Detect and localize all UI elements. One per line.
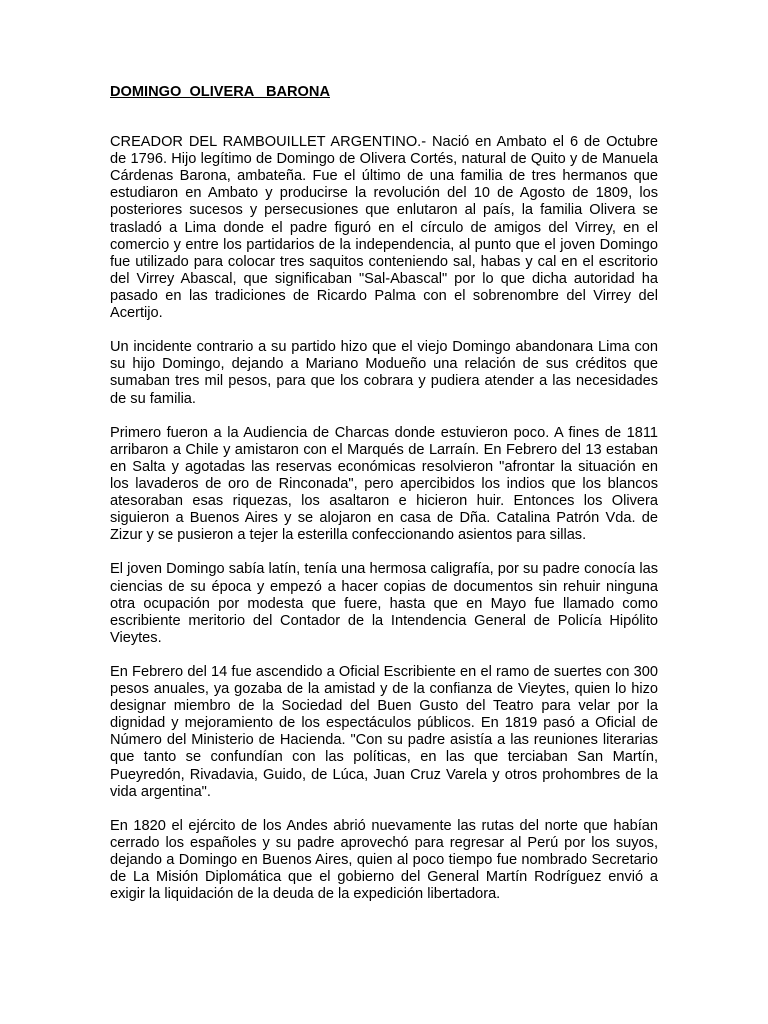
paragraph-3: Primero fueron a la Audiencia de Charcas donde estuvieron poco. A fines de 1811 arribaron a Chile y amistaron con el Marqués de Larraín. En Febrero del 13 estaban en Salta y agotadas las reservas económicas resolvieron "afrontar la situación en los lavaderos de oro de Rinconada", pero apercibidos los indios que los blancos atesoraban esas riquezas, los asaltaron e hicieron huir. Entonces los Olivera siguieron a Buenos Aires y se alojaron en casa de Dña. Catalina Patrón Vda. de Zizur y se pusieron a tejer la esterilla confeccionando asientos para sillas. <box>110 424 658 544</box>
paragraph-1: CREADOR DEL RAMBOUILLET ARGENTINO.- Nació en Ambato el 6 de Octubre de 1796. Hijo legítimo de Domingo de Olivera Cortés, natural de Quito y de Manuela Cárdenas Barona, ambateña. Fue el último de una familia de tres hermanos que estudiaron en Ambato y producirse la revolución del 10 de Agosto de 1809, los posteriores sucesos y persecusiones que enlutaron al país, la familia Olivera se trasladó a Lima donde el padre figuró en el círculo de amigos del Virrey, en el comercio y entre los partidarios de la independencia, al punto que el joven Domingo fue utilizado para colocar tres saquitos conteniendo sal, habas y cal en el escritorio del Virrey Abascal, que significaban "Sal-Abascal" por lo que dicha autoridad ha pasado en las tradiciones de Ricardo Palma con el sobrenombre del Virrey del Acertijo. <box>110 134 658 322</box>
paragraph-4: El joven Domingo sabía latín, tenía una hermosa caligrafía, por su padre conocía las ciencias de su época y empezó a hacer copias de documentos sin rehuir ninguna otra ocupación por modesta que fuere, hasta que en Mayo fue llamado como escribiente meritorio del Contador de la Intendencia General de Policía Hipólito Vieytes. <box>110 561 658 646</box>
paragraph-2: Un incidente contrario a su partido hizo que el viejo Domingo abandonara Lima con su hijo Domingo, dejando a Mariano Modueño una relación de sus créditos que sumaban tres mil pesos, para que los cobrara y pudiera atender a las necesidades de su familia. <box>110 339 658 407</box>
paragraph-6: En 1820 el ejército de los Andes abrió nuevamente las rutas del norte que habían cerrado los españoles y su padre aprovechó para regresar al Perú por los suyos, dejando a Domingo en Buenos Aires, quien al poco tiempo fue nombrado Secretario de La Misión Diplomática que el gobierno del General Martín Rodríguez envió a exigir la liquidación de la deuda de la expedición libertadora. <box>110 817 658 903</box>
paragraph-5: En Febrero del 14 fue ascendido a Oficial Escribiente en el ramo de suertes con 300 pesos anuales, ya gozaba de la amistad y de la confianza de Vieytes, quien lo hizo designar miembro de la Sociedad del Buen Gusto del Teatro para velar por la dignidad y mejoramiento de los espectáculos públicos. En 1819 pasó a Oficial de Número del Ministerio de Hacienda. "Con su padre asistía a las reuniones literarias que tanto se confundían con las políticas, en las que terciaban San Martín, Pueyredón, Rivadavia, Guido, de Lúca, Juan Cruz Varela y otros prohombres de la vida argentina". <box>110 664 658 800</box>
document-title: DOMINGO OLIVERA BARONA <box>110 84 330 100</box>
document-page <box>110 84 658 920</box>
